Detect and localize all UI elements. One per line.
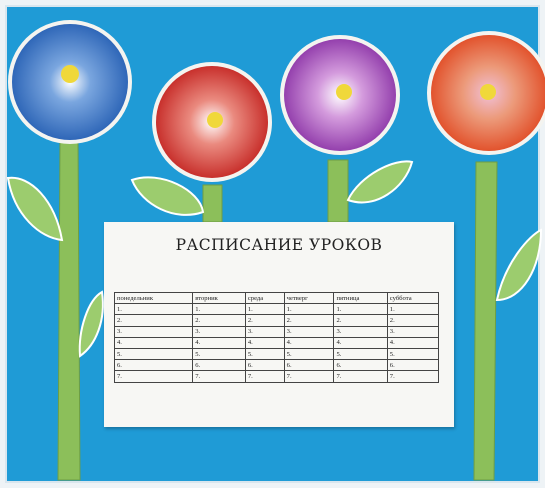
day-header: среда <box>245 293 284 304</box>
table-cell: 1. <box>387 304 438 315</box>
table-cell: 4. <box>193 337 246 348</box>
table-cell: 1. <box>284 304 334 315</box>
table-cell: 3. <box>334 326 387 337</box>
table-cell: 4. <box>115 337 193 348</box>
table-cell: 2. <box>245 315 284 326</box>
table-row <box>115 326 439 337</box>
table-cell: 2. <box>334 315 387 326</box>
table-cell: 3. <box>115 326 193 337</box>
table-row <box>115 348 439 359</box>
table-cell: 7. <box>245 371 284 382</box>
table-cell: 2. <box>387 315 438 326</box>
table-row <box>115 337 439 348</box>
blue-flower <box>8 20 132 144</box>
table-cell: 2. <box>115 315 193 326</box>
table-cell: 5. <box>284 348 334 359</box>
table-cell: 2. <box>284 315 334 326</box>
table-cell: 7. <box>387 371 438 382</box>
schedule-header-row <box>115 293 439 304</box>
table-cell: 5. <box>115 348 193 359</box>
day-header: пятница <box>334 293 387 304</box>
table-cell: 5. <box>245 348 284 359</box>
table-cell: 7. <box>334 371 387 382</box>
table-cell: 7. <box>193 371 246 382</box>
table-cell: 4. <box>245 337 284 348</box>
table-cell: 3. <box>387 326 438 337</box>
table-cell: 5. <box>193 348 246 359</box>
table-cell: 1. <box>115 304 193 315</box>
table-cell: 3. <box>284 326 334 337</box>
purple-flower <box>280 35 400 155</box>
table-cell: 7. <box>115 371 193 382</box>
schedule-title: РАСПИСАНИЕ УРОКОВ <box>175 236 383 254</box>
table-cell: 6. <box>193 360 246 371</box>
table-cell: 3. <box>193 326 246 337</box>
table-cell: 6. <box>284 360 334 371</box>
table-cell: 3. <box>245 326 284 337</box>
table-cell: 6. <box>115 360 193 371</box>
day-header: четверг <box>284 293 334 304</box>
red-flower <box>152 62 272 182</box>
table-row <box>115 371 439 382</box>
table-cell: 1. <box>334 304 387 315</box>
table-cell: 1. <box>245 304 284 315</box>
table-cell: 4. <box>284 337 334 348</box>
table-cell: 7. <box>284 371 334 382</box>
table-cell: 6. <box>245 360 284 371</box>
day-header: вторник <box>193 293 246 304</box>
table-row <box>115 360 439 371</box>
table-cell: 5. <box>387 348 438 359</box>
table-cell: 4. <box>387 337 438 348</box>
table-cell: 1. <box>193 304 246 315</box>
table-row <box>115 304 439 315</box>
table-cell: 5. <box>334 348 387 359</box>
schedule-sheet <box>104 222 454 427</box>
day-header: понедельник <box>115 293 193 304</box>
day-header: суббота <box>387 293 438 304</box>
table-row <box>115 315 439 326</box>
table-cell: 6. <box>387 360 438 371</box>
table-cell: 4. <box>334 337 387 348</box>
table-cell: 6. <box>334 360 387 371</box>
table-cell: 2. <box>193 315 246 326</box>
schedule-table <box>114 292 439 383</box>
